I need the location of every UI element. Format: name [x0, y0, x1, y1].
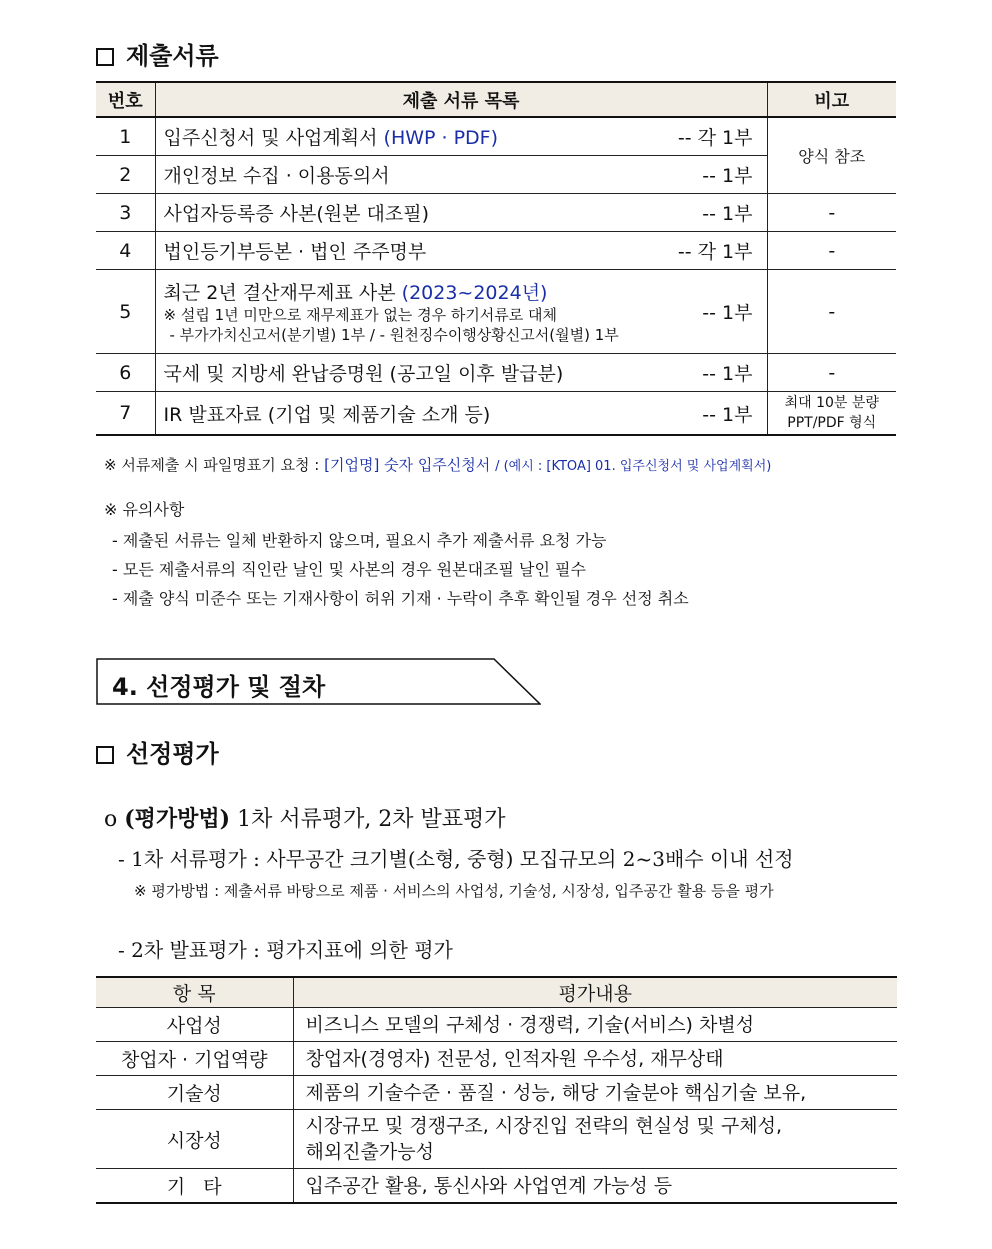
header-item: 항 목	[96, 977, 293, 1008]
doc-name: 사업자등록증 사본(원본 대조필)	[163, 203, 430, 225]
criteria-content: 시장규모 및 경쟁구조, 시장진입 전략의 현실성 및 구체성,	[305, 1115, 782, 1137]
criteria-content: 창업자(경영자) 전문성, 인적자원 우수성, 재무상태	[293, 1042, 897, 1076]
second-round: - 2차 발표평가 : 평가지표에 의한 평가	[118, 938, 453, 962]
table-row	[96, 1076, 897, 1110]
criteria-item: 기술성	[96, 1076, 293, 1110]
caution-title: ※ 유의사항	[104, 500, 185, 519]
table-row	[96, 1110, 897, 1169]
remark: -	[767, 194, 896, 232]
caution-item: - 제출된 서류는 일체 반환하지 않으며, 필요시 추가 제출서류 요청 가능	[112, 531, 607, 550]
first-round: - 1차 서류평가 : 사무공간 크기별(소형, 중형) 모집규모의 2~3배수 이내 선정	[118, 847, 794, 871]
table-header-row	[96, 977, 897, 1008]
section-banner	[96, 658, 541, 705]
criteria-content: 제품의 기술수준 · 품질 · 성능, 해당 기술분야 핵심기술 보유,	[293, 1076, 897, 1110]
row-number: 6	[96, 354, 155, 392]
caution-item: - 제출 양식 미준수 또는 기재사항이 허위 기재 · 누락이 추후 확인될 경우 선정 취소	[112, 589, 689, 608]
checkbox-square-icon	[96, 48, 114, 66]
header-remarks: 비고	[767, 82, 896, 117]
table-row	[96, 194, 896, 232]
table-header-row	[96, 82, 896, 117]
table-row	[96, 392, 896, 436]
remark: 양식 참조	[767, 117, 896, 194]
first-round-note: ※ 평가방법 : 제출서류 바탕으로 제품 · 서비스의 사업성, 기술성, 시장성, 입주공간 활용 등을 평가	[134, 882, 774, 900]
doc-name: 법인등기부등본 · 법인 주주명부	[163, 241, 427, 263]
section-title: 제출서류	[126, 41, 219, 70]
doc-qty: -- 1부	[702, 203, 753, 225]
section-title: 선정평가	[126, 739, 219, 768]
method-line	[104, 802, 506, 833]
criteria-item: 시장성	[96, 1110, 293, 1169]
doc-qty: -- 1부	[702, 302, 753, 324]
table-row	[96, 1008, 897, 1042]
table-row	[96, 270, 896, 354]
documents-table	[96, 81, 896, 436]
criteria-content: 입주공간 활용, 통신사와 사업연계 가능성 등	[293, 1169, 897, 1204]
method-text: 1차 서류평가, 2차 발표평가	[230, 807, 506, 832]
row-number: 5	[96, 270, 155, 354]
doc-qty: -- 1부	[702, 165, 753, 187]
criteria-content-cont: 해외진출가능성	[305, 1141, 434, 1163]
method-label: (평가방법)	[124, 806, 231, 832]
filename-example: / (예시 : [KTOA] 01. 입주신청서 및 사업계획서)	[495, 459, 772, 474]
table-row	[96, 117, 896, 156]
doc-qty: -- 각 1부	[677, 127, 753, 149]
doc-qty: -- 각 1부	[677, 241, 753, 263]
doc-name: 입주신청서 및 사업계획서	[163, 127, 378, 149]
section-heading-documents	[96, 36, 219, 71]
row-number: 3	[96, 194, 155, 232]
filename-note	[104, 454, 771, 475]
row-number: 4	[96, 232, 155, 270]
caution-item: - 모든 제출서류의 직인란 날인 및 사본의 경우 원본대조필 날인 필수	[112, 560, 586, 579]
remark: -	[767, 232, 896, 270]
doc-name: 개인정보 수집 · 이용동의서	[163, 165, 390, 187]
evaluation-table	[96, 976, 897, 1204]
criteria-item: 기 타	[96, 1169, 293, 1204]
doc-name: 국세 및 지방세 완납증명원 (공고일 이후 발급분)	[163, 363, 564, 385]
filename-format: [기업명] 숫자 입주신청서	[324, 456, 491, 474]
row-number: 2	[96, 156, 155, 194]
doc-name: 최근 2년 결산재무제표 사본	[163, 282, 396, 304]
checkbox-square-icon	[96, 746, 114, 764]
header-content: 평가내용	[293, 977, 897, 1008]
remark-line: 최대 10분 분량	[784, 395, 879, 411]
doc-qty: -- 1부	[702, 403, 753, 426]
doc-substitute: - 부가가치신고서(분기별) 1부 / - 원천징수이행상황신고서(월별) 1부	[169, 326, 619, 344]
table-row	[96, 354, 896, 392]
table-row	[96, 1042, 897, 1076]
criteria-item: 사업성	[96, 1008, 293, 1042]
table-row	[96, 232, 896, 270]
bullet: o	[104, 807, 118, 832]
header-number: 번호	[96, 82, 155, 117]
doc-years: (2023~2024년)	[401, 282, 548, 304]
doc-name: IR 발표자료 (기업 및 제품기술 소개 등)	[163, 403, 491, 426]
row-number: 1	[96, 117, 155, 156]
row-number: 7	[96, 392, 155, 436]
criteria-content: 비즈니스 모델의 구체성 · 경쟁력, 기술(서비스) 차별성	[293, 1008, 897, 1042]
doc-format: (HWP · PDF)	[383, 127, 499, 149]
header-doc-list: 제출 서류 목록	[155, 82, 767, 117]
banner-title: 4. 선정평가 및 절차	[112, 673, 326, 701]
remark: -	[767, 354, 896, 392]
section-heading-evaluation	[96, 734, 219, 769]
criteria-item: 창업자 · 기업역량	[96, 1042, 293, 1076]
filename-note-prefix: ※ 서류제출 시 파일명표기 요청 :	[104, 456, 320, 474]
doc-qty: -- 1부	[702, 363, 753, 385]
remark-line: PPT/PDF 형식	[787, 415, 877, 431]
doc-subnote: ※ 설립 1년 미만으로 재무제표가 없는 경우 하기서류로 대체	[163, 306, 558, 324]
remark: -	[767, 270, 896, 354]
table-row	[96, 1169, 897, 1204]
